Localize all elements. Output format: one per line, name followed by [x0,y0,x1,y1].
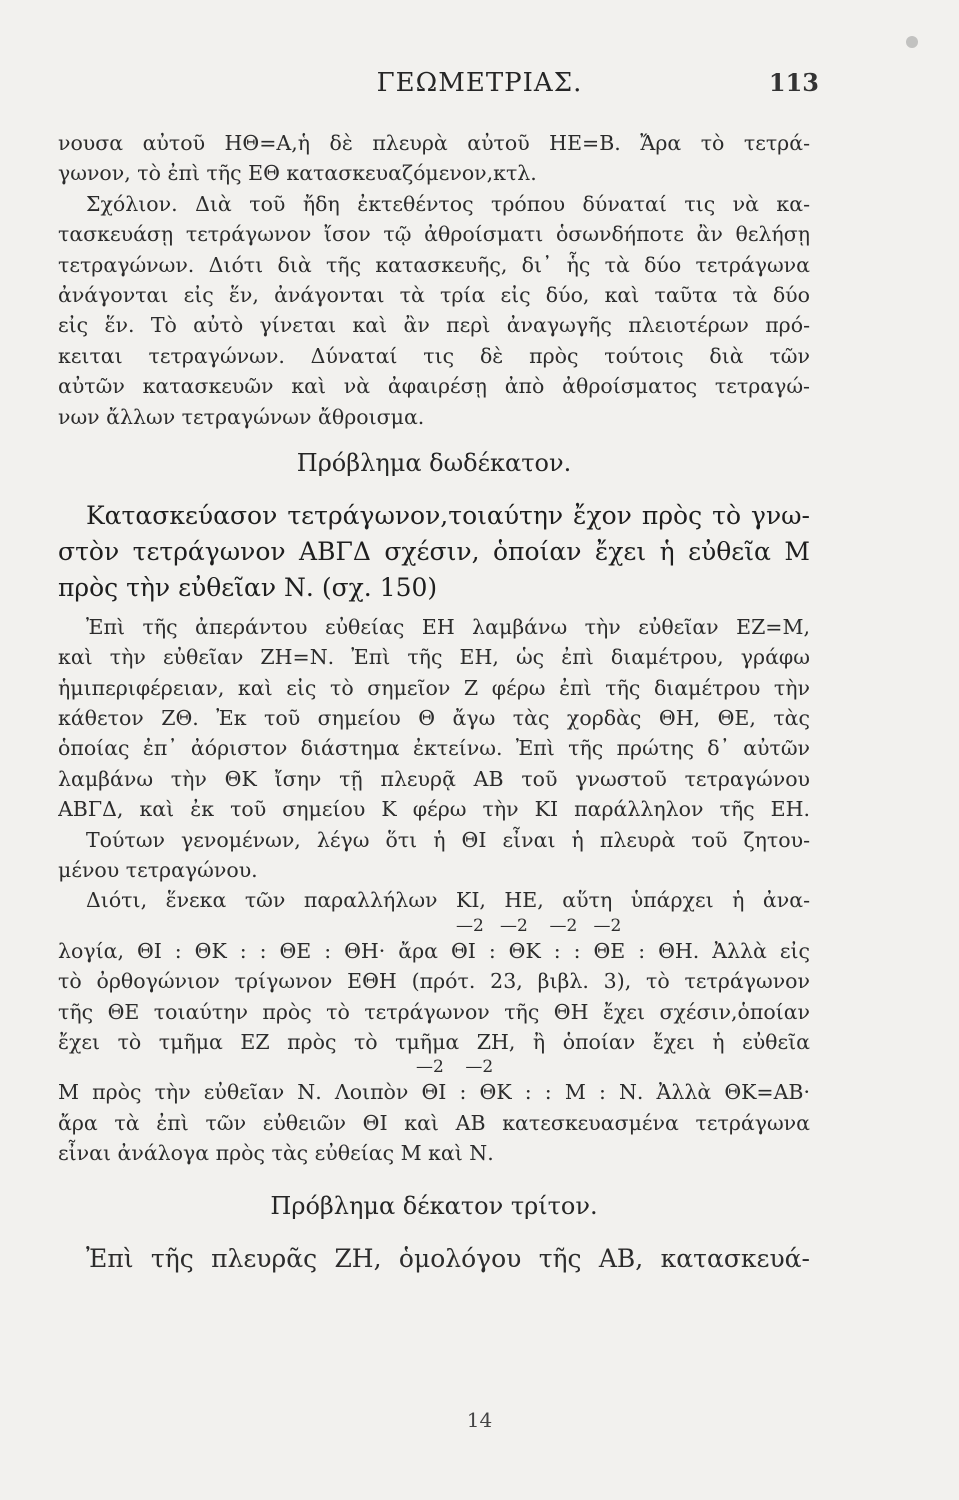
text-line: τὸ ὀρθογώνιον τρίγωνον ΕΘΗ (πρότ. 23, βιβλ. 3), τὸ τετράγωνον [58,969,810,994]
text-line: κειται τετραγώνων. Δύναταί τις δὲ πρὸς τούτοις διὰ τῶν [58,343,810,368]
page-body [58,128,810,1277]
text-line: Τούτων γενομένων, λέγω ὅτι ἡ ΘΙ εἶναι ἡ πλευρὰ τοῦ ζητου- [86,827,810,852]
text-line: ὁποίας ἐπ᾽ ἀόριστον διάστημα ἐκτείνω. Ἐπὶ τῆς πρώτης δ᾽ αὐτῶν [58,736,810,761]
text-line: νων ἄλλων τετραγώνων ἄθροισμα. [58,404,425,429]
text-line: ΑΒΓΔ, καὶ ἐκ τοῦ σημείου Κ φέρω τὴν ΚΙ παράλληλον τῆς ΕΗ. [58,797,810,822]
problem-12-solution [58,612,810,1169]
text-line: αὐτῶν κατασκευῶν καὶ νὰ ἀφαιρέσῃ ἀπὸ ἀθροίσματος τετραγώ- [58,374,810,399]
text-line: πρὸς τὴν εὐθεῖαν Ν. (σχ. 150) [58,572,438,602]
problem-12-statement [58,498,810,606]
text-line: Μ πρὸς τὴν εὐθεῖαν Ν. Λοιπὸν ΘΙ : ΘΚ : : Μ : Ν. Ἀλλὰ ΘΚ=ΑΒ· [58,1080,810,1105]
text-line: τασκευάσῃ τετράγωνον ἴσον τῷ ἀθροίσματι ὁσωνδήποτε ἂν θελήσῃ [58,222,810,247]
text-line: γωνον, τὸ ἐπὶ τῆς ΕΘ κατασκευαζόμενον,κτλ. [58,161,537,186]
problem-12-heading: Πρόβλημα δωδέκατον. [296,448,572,477]
text-line: ἔχει τὸ τμῆμα ΕΖ πρὸς τὸ τμῆμα ΖΗ, ἢ ὁποίαν ἔχει ἡ εὐθεῖα [58,1029,810,1054]
scholion-paragraph [58,189,810,432]
running-title: ΓΕΩΜΕΤΡΙΑΣ. [376,68,583,98]
text-line: νουσα αὐτοῦ ΗΘ=Α,ἡ δὲ πλευρὰ αὐτοῦ ΗΕ=Β. Ἄρα τὸ τετρά- [58,131,810,155]
text-line: λογία, ΘΙ : ΘΚ : : ΘΕ : ΘΗ· ἄρα ΘΙ : ΘΚ : : ΘΕ : ΘΗ. Ἀλλὰ εἰς [58,938,810,963]
printer-signature-mark: 14 [466,1408,493,1432]
text-line: Σχόλιον. Διὰ τοῦ ἤδη ἐκτεθέντος τρόπου δύναταί τις νὰ κα- [86,191,810,216]
ink-speck [906,36,918,48]
problem-13-heading: Πρόβλημα δέκατον τρίτον. [270,1191,598,1220]
text-line: λαμβάνω τὴν ΘΚ ἴσην τῇ πλευρᾷ ΑΒ τοῦ γνωστοῦ τετραγώνου [58,766,810,791]
text-line: καὶ τὴν εὐθεῖαν ΖΗ=Ν. Ἐπὶ τῆς ΕΗ, ὡς ἐπὶ διαμέτρου, γράφω [58,645,810,670]
page-number: 113 [768,68,819,97]
text-line: εἰς ἕν. Τὸ αὐτὸ γίνεται καὶ ἂν περὶ ἀναγωγῆς πλειοτέρων πρό- [58,313,810,338]
problem-13-statement: Ἐπὶ τῆς πλευρᾶς ΖΗ, ὁμολόγου τῆς ΑΒ, κατασκευά- [86,1243,810,1273]
squared-overline-marks: —2 —2 —2 —2 [456,915,622,936]
squared-overline-marks: —2 —2 [416,1057,494,1078]
text-line: στὸν τετράγωνον ΑΒΓΔ σχέσιν, ὁποίαν ἔχει ἡ εὐθεῖα Μ [58,536,810,566]
text-line: Ἐπὶ τῆς ἀπεράντου εὐθείας ΕΗ λαμβάνω τὴν εὐθεῖαν ΕΖ=Μ, [86,614,810,639]
text-line: ἀνάγονται εἰς ἕν, ἀνάγονται τὰ τρία εἰς δύο, καὶ ταῦτα τὰ δύο [58,282,810,307]
text-line: μένου τετραγώνου. [58,858,258,883]
text-line: εἶναι ἀνάλογα πρὸς τὰς εὐθείας Μ καὶ Ν. [58,1141,494,1166]
text-line: Κατασκεύασον τετράγωνον,τοιαύτην ἔχον πρὸς τὸ γνω- [86,500,810,530]
text-line: ἡμιπεριφέρειαν, καὶ εἰς τὸ σημεῖον Ζ φέρω ἐπὶ τῆς διαμέτρου τὴν [58,675,810,700]
page-header [0,68,959,108]
text-line: τῆς ΘΕ τοιαύτην πρὸς τὸ τετράγωνον τῆς ΘΗ ἔχει σχέσιν,ὁποίαν [58,999,810,1024]
text-line: ἄρα τὰ ἐπὶ τῶν εὐθειῶν ΘΙ καὶ ΑΒ κατεσκευασμένα τετράγωνα [58,1110,810,1135]
paragraph-continuation [58,128,810,189]
text-line: τετραγώνων. Διότι διὰ τῆς κατασκευῆς, δι᾽ ἧς τὰ δύο τετράγωνα [58,252,810,277]
text-line: κάθετον ΖΘ. Ἐκ τοῦ σημείου Θ ἄγω τὰς χορδὰς ΘΗ, ΘΕ, τὰς [58,706,810,731]
text-line: Διότι, ἕνεκα τῶν παραλλήλων ΚΙ, ΗΕ, αὕτη ὑπάρχει ἡ ἀνα- [86,888,810,913]
